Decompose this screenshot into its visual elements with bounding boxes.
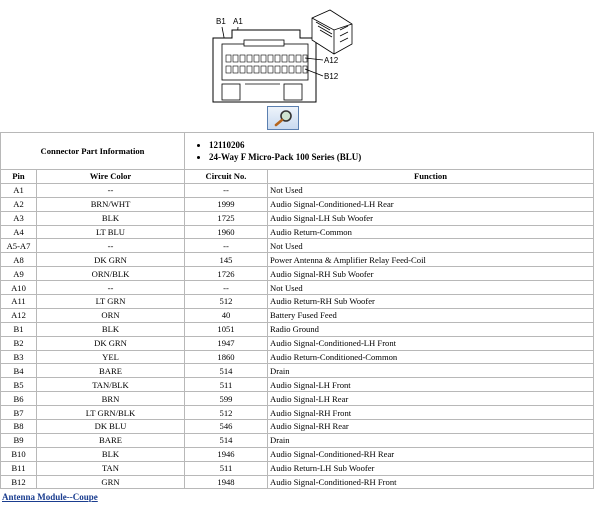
table-row <box>1 475 594 489</box>
function-cell: Audio Signal-RH Sub Woofer <box>268 267 594 281</box>
circuit-cell: 514 <box>185 364 268 378</box>
pin-cell: B7 <box>1 406 37 420</box>
function-cell: Not Used <box>268 281 594 295</box>
pin-cell: B11 <box>1 461 37 475</box>
table-row <box>1 350 594 364</box>
header-row <box>1 170 594 184</box>
wire-color-cell: LT GRN <box>37 295 185 309</box>
circuit-cell: 1960 <box>185 225 268 239</box>
table-row <box>1 420 594 434</box>
wire-color-cell: LT GRN/BLK <box>37 406 185 420</box>
circuit-cell: 599 <box>185 392 268 406</box>
circuit-cell: 1860 <box>185 350 268 364</box>
circuit-cell: 40 <box>185 308 268 322</box>
connector-info-row <box>1 133 594 170</box>
table-row <box>1 392 594 406</box>
label-b12: B12 <box>324 72 339 81</box>
pin-cell: A4 <box>1 225 37 239</box>
function-cell: Audio Return-RH Sub Woofer <box>268 295 594 309</box>
function-cell: Drain <box>268 364 594 378</box>
function-cell: Power Antenna & Amplifier Relay Feed-Coil <box>268 253 594 267</box>
circuit-cell: 1051 <box>185 322 268 336</box>
pin-cell: A1 <box>1 183 37 197</box>
circuit-cell: 1726 <box>185 267 268 281</box>
pin-cell: A10 <box>1 281 37 295</box>
connector-iso-view <box>312 10 352 54</box>
header-wire-color: Wire Color <box>37 170 185 184</box>
function-cell: Radio Ground <box>268 322 594 336</box>
function-cell: Audio Signal-Conditioned-RH Front <box>268 475 594 489</box>
table-row <box>1 225 594 239</box>
wire-color-cell: BRN <box>37 392 185 406</box>
pinout-table <box>0 132 594 489</box>
circuit-cell: 512 <box>185 406 268 420</box>
wire-color-cell: ORN/BLK <box>37 267 185 281</box>
table-row <box>1 447 594 461</box>
function-cell: Audio Signal-Conditioned-LH Rear <box>268 197 594 211</box>
table-row <box>1 281 594 295</box>
pin-cell: B10 <box>1 447 37 461</box>
wire-color-cell: -- <box>37 281 185 295</box>
table-row <box>1 308 594 322</box>
zoom-button[interactable] <box>267 106 299 130</box>
header-function: Function <box>268 170 594 184</box>
table-row <box>1 378 594 392</box>
wire-color-cell: ORN <box>37 308 185 322</box>
table-row <box>1 336 594 350</box>
antenna-module-link[interactable]: Antenna Module--Coupe <box>2 492 98 502</box>
pin-cell: B8 <box>1 420 37 434</box>
function-cell: Audio Signal-RH Front <box>268 406 594 420</box>
function-cell: Audio Signal-LH Front <box>268 378 594 392</box>
circuit-cell: 512 <box>185 295 268 309</box>
circuit-cell: 145 <box>185 253 268 267</box>
circuit-cell: 546 <box>185 420 268 434</box>
circuit-cell: 1999 <box>185 197 268 211</box>
circuit-cell: 1948 <box>185 475 268 489</box>
function-cell: Audio Return-LH Sub Woofer <box>268 461 594 475</box>
function-cell: Audio Signal-RH Rear <box>268 420 594 434</box>
wire-color-cell: BARE <box>37 364 185 378</box>
connector-face-drawing <box>0 0 600 132</box>
circuit-cell: -- <box>185 183 268 197</box>
pin-cell: B5 <box>1 378 37 392</box>
pin-cell: A2 <box>1 197 37 211</box>
table-row <box>1 197 594 211</box>
wire-color-cell: BLK <box>37 211 185 225</box>
table-row <box>1 267 594 281</box>
function-cell: Audio Signal-LH Sub Woofer <box>268 211 594 225</box>
circuit-cell: 511 <box>185 378 268 392</box>
label-a12: A12 <box>324 56 339 65</box>
function-cell: Battery Fused Feed <box>268 308 594 322</box>
wire-color-cell: DK BLU <box>37 420 185 434</box>
label-a1: A1 <box>233 17 243 26</box>
part-number: • 12110206 <box>209 139 591 151</box>
pin-cell: A9 <box>1 267 37 281</box>
wire-color-cell: TAN/BLK <box>37 378 185 392</box>
connector-info-label: Connector Part Information <box>1 133 185 170</box>
function-cell: Audio Signal-Conditioned-RH Rear <box>268 447 594 461</box>
circuit-cell: 514 <box>185 433 268 447</box>
pin-cell: B3 <box>1 350 37 364</box>
wire-color-cell: DK GRN <box>37 253 185 267</box>
wire-color-cell: GRN <box>37 475 185 489</box>
circuit-cell: 1947 <box>185 336 268 350</box>
wire-color-cell: YEL <box>37 350 185 364</box>
pin-cell: B6 <box>1 392 37 406</box>
table-row <box>1 295 594 309</box>
table-row <box>1 253 594 267</box>
circuit-cell: -- <box>185 239 268 253</box>
pin-cell: A3 <box>1 211 37 225</box>
pin-cell: A12 <box>1 308 37 322</box>
wire-color-cell: BARE <box>37 433 185 447</box>
pin-cell: A8 <box>1 253 37 267</box>
pin-cell: B12 <box>1 475 37 489</box>
connector-description: • 24-Way F Micro-Pack 100 Series (BLU) <box>209 151 591 163</box>
function-cell: Not Used <box>268 239 594 253</box>
table-row <box>1 239 594 253</box>
pin-cell: A11 <box>1 295 37 309</box>
header-circuit: Circuit No. <box>185 170 268 184</box>
table-row <box>1 322 594 336</box>
table-row <box>1 433 594 447</box>
table-row <box>1 183 594 197</box>
wire-color-cell: LT BLU <box>37 225 185 239</box>
wire-color-cell: DK GRN <box>37 336 185 350</box>
circuit-cell: 511 <box>185 461 268 475</box>
table-row <box>1 406 594 420</box>
circuit-cell: 1725 <box>185 211 268 225</box>
function-cell: Audio Signal-LH Rear <box>268 392 594 406</box>
label-b1: B1 <box>216 17 226 26</box>
pin-cell: A5-A7 <box>1 239 37 253</box>
wire-color-cell: BRN/WHT <box>37 197 185 211</box>
circuit-cell: -- <box>185 281 268 295</box>
function-cell: Drain <box>268 433 594 447</box>
table-row <box>1 364 594 378</box>
function-cell: Audio Return-Common <box>268 225 594 239</box>
magnifier-icon <box>274 109 294 127</box>
connector-info-cell <box>185 133 594 170</box>
function-cell: Not Used <box>268 183 594 197</box>
wire-color-cell: BLK <box>37 322 185 336</box>
circuit-cell: 1946 <box>185 447 268 461</box>
wire-color-cell: TAN <box>37 461 185 475</box>
pin-cell: B4 <box>1 364 37 378</box>
pin-cell: B2 <box>1 336 37 350</box>
connector-diagram <box>0 0 600 130</box>
table-row <box>1 461 594 475</box>
wire-color-cell: -- <box>37 239 185 253</box>
function-cell: Audio Return-Conditioned-Common <box>268 350 594 364</box>
table-row <box>1 211 594 225</box>
pin-cell: B9 <box>1 433 37 447</box>
pin-cell: B1 <box>1 322 37 336</box>
wire-color-cell: BLK <box>37 447 185 461</box>
header-pin: Pin <box>1 170 37 184</box>
function-cell: Audio Signal-Conditioned-LH Front <box>268 336 594 350</box>
wire-color-cell: -- <box>37 183 185 197</box>
